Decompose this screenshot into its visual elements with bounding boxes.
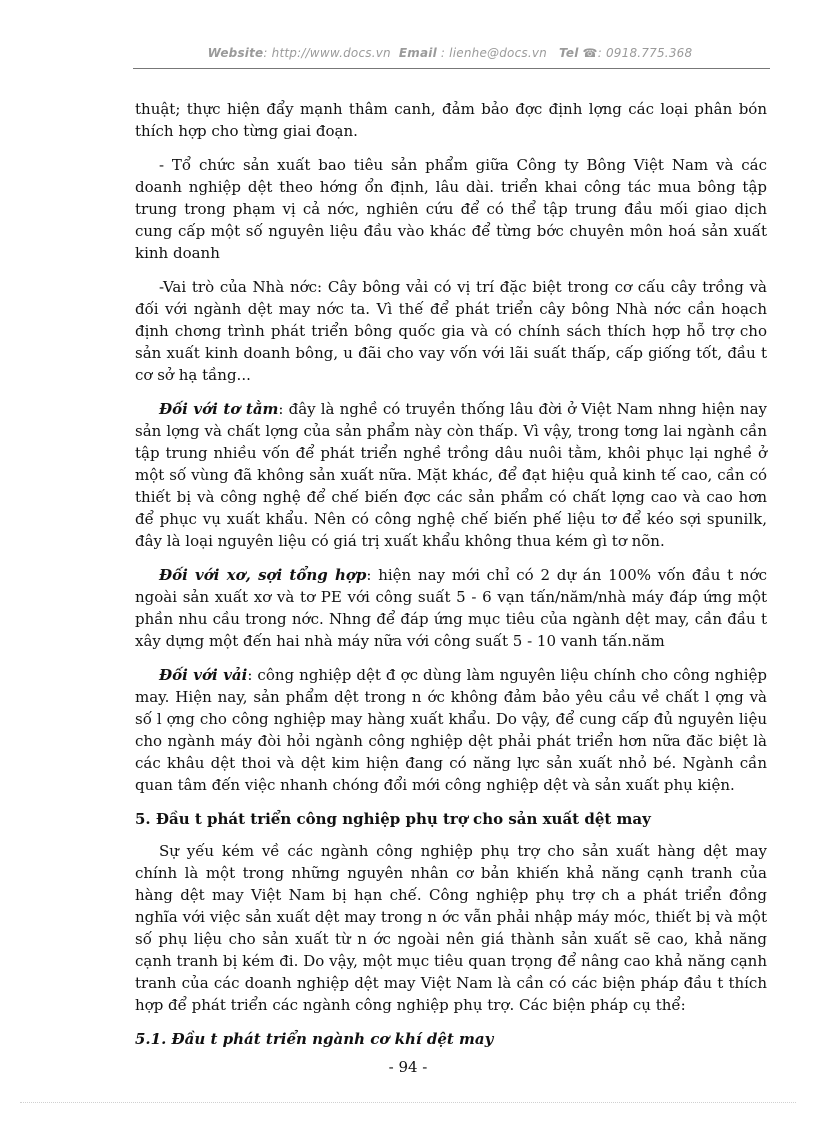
section-title-5: Đầu t phát triển công nghiệp phụ trợ cho sản xuất dệt may — [150, 810, 651, 828]
fiber-lead: Đối với xơ, sợi tổng hợp — [159, 566, 367, 584]
paragraph-silk — [135, 398, 767, 552]
page-header — [130, 46, 770, 60]
website-value: : http://www.docs.vn — [263, 46, 391, 60]
website-label: Website — [207, 46, 264, 60]
paragraph-support-industry: Sự yếu kém về các ngành công nghiệp phụ trợ cho sản xuất hàng dệt may chính là một trong những nguyên nhân cơ bản khiến khả năng cạnh tranh của hàng dệt may Việt Nam bị hạn chế. Công nghiệp phụ trợ ch a phát triển đồng nghĩa với việc sản xuất dệt may trong n ớc vẫn phải nhập máy móc, thiết bị và một số phụ liệu cho sản xuất từ n ớc ngoài nên giá thành sản xuất sẽ cao, khả năng cạnh tranh bị kém đi. Do vậy, một mục tiêu quan trọng để nâng cao khả năng cạnh tranh của các doanh nghiệp dệt may Việt Nam là cần có các biện pháp đầu t thích hợp để phát triển các ngành công nghiệp phụ trợ. Các biện pháp cụ thể: — [135, 842, 767, 1014]
section-number-5: 5. — [135, 810, 151, 828]
fabric-lead: Đối với vải — [159, 666, 248, 684]
section-heading-5 — [135, 808, 767, 830]
paragraph-1: thuật; thực hiện đẩy mạnh thâm canh, đảm bảo đợc định lợng các loại phân bón thích hợp cho từng giai đoạn. — [135, 100, 767, 140]
paragraph-2: - Tổ chức sản xuất bao tiêu sản phẩm giữa Công ty Bông Việt Nam và các doanh nghiệp dệt theo hớng ổn định, lâu dài. triển khai công tác mua bông tập trung trong phạm vị cả nớc, nghiên cứu để có thể tập trung đầu mối giao dịch cung cấp một số nguyên liệu đầu vào khác để từng bớc chuyên môn hoá sản xuất kinh doanh — [135, 156, 767, 262]
page-number: - 94 - — [388, 1058, 428, 1076]
email-label: Email — [398, 46, 437, 60]
tel-value: : 0918.775.368 — [597, 46, 693, 60]
phone-icon: ☎ — [582, 46, 598, 60]
paragraph-fabric — [135, 664, 767, 796]
tel-label: Tel — [559, 46, 579, 60]
paragraph-3: -Vai trò của Nhà nớc: Cây bông vải có vị trí đặc biệt trong cơ cấu cây trồng và đối với ngành dệt may nớc ta. Vì thế để phát triển cây bông Nhà nớc cần hoạch định chơng trình phát triển bông quốc gia và có chính sách thích hợp hỗ trợ cho sản xuất kinh doanh bông, u đãi cho vay vốn với lãi suất thấp, cấp giống tốt, đầu t cơ sở hạ tầng... — [135, 278, 767, 384]
header-divider — [133, 68, 770, 69]
silk-text: : đây là nghề có truyền thống lâu đời ở Việt Nam nhng hiện nay sản lợng và chất lợng của sản phẩm này còn thấp. Vì vậy, trong tơng lai ngành cần tập trung nhiều vốn để phát triển nghề trồng dâu nuôi tằm, khôi phục lại nghề ở một số vùng đã không sản xuất nữa. Mặt khác, để đạt hiệu quả kinh tế cao, cần có thiết bị và công nghệ để chế biến đợc các sản phẩm có chất lợng cao và cao hơn để phục vụ xuất khẩu. Nên có công nghệ chế biến phế liệu tơ để kéo sợi spunilk, đây là loại nguyên liệu có giá trị xuất khẩu không thua kém gì tơ nõn. — [135, 400, 767, 550]
silk-lead: Đối với tơ tằm — [159, 400, 279, 418]
fiber-text: : hiện nay mới chỉ có 2 dự án 100% vốn đầu t nớc ngoài sản xuất xơ và tơ PE với công suất 5 - 6 vạn tấn/năm/nhà máy đáp ứng một phần nhu cầu trong nớc. Nhng để đáp ứng mục tiêu của ngành dệt may, cần đầu t xây dựng một đến hai nhà máy nữa với công suất 5 - 10 vanh tấn.năm — [135, 566, 768, 650]
footer-divider — [20, 1102, 796, 1103]
email-value: : lienhe@docs.vn — [440, 46, 547, 60]
subsection-heading-5-1: 5.1. Đầu t phát triển ngành cơ khí dệt may — [135, 1030, 494, 1048]
fabric-text: : công nghiệp dệt đ ợc dùng làm nguyên liệu chính cho công nghiệp may. Hiện nay, sản phẩm dệt trong n ớc không đảm bảo yêu cầu về chất l ợng và số l ợng cho công nghiệp may hàng xuất khẩu. Do vậy, để cung cấp đủ nguyên liệu cho ngành máy đòi hỏi ngành công nghiệp dệt phải phát triển hơn nữa đăc biệt là các khâu dệt thoi và dệt kim hiện đang có năng lực sản xuất nhỏ bé. Ngành cần quan tâm đến việc nhanh chóng đổi mới công nghiệp dệt và sản xuất phụ kiện. — [135, 666, 767, 794]
document-body — [135, 98, 767, 1062]
paragraph-fiber — [135, 564, 767, 652]
